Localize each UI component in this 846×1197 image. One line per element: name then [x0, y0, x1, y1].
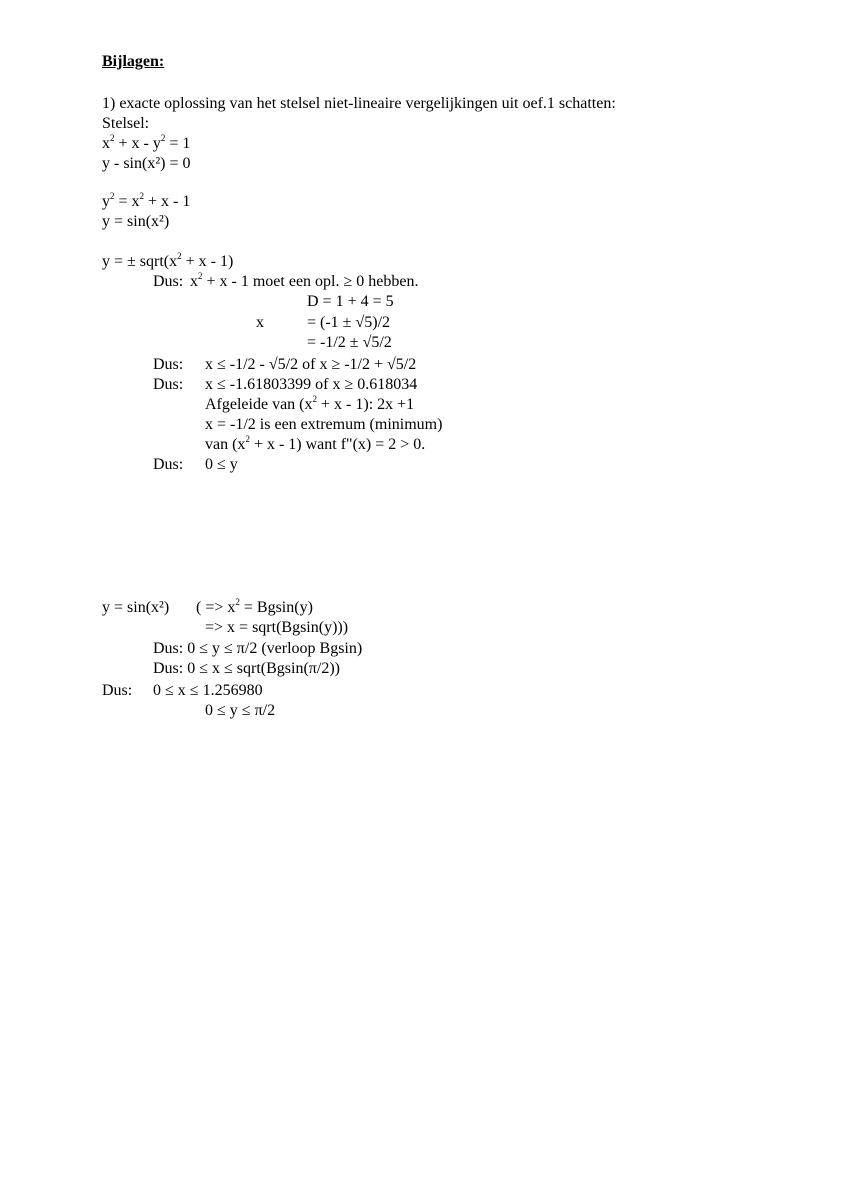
equation-5: y = ± $sqrt(x^2 + x - 1)$: [102, 251, 234, 270]
dus-text-1: $x^2 + x - 1$ moet een opl. ≥ 0 hebben.: [190, 271, 419, 290]
x-solution-2: = -1/2 ± √5/2: [307, 334, 392, 351]
extremum-text: x = -1/2 is een extremum (minimum): [205, 416, 443, 433]
dus-label-1: Dus:: [153, 273, 184, 290]
discriminant: D = 1 + 4 = 5: [307, 293, 394, 310]
dus-text-2: x ≤ -1/2 - √5/2 of x ≥ -1/2 + √5/2: [205, 356, 417, 373]
stelsel-label: Stelsel:: [102, 115, 150, 132]
dus-text-8: 0 ≤ y ≤ π/2: [205, 702, 276, 719]
intro-text: 1) exacte oplossing van het stelsel niet-lineaire vergelijkingen uit oef.1 schatten:: [102, 95, 616, 112]
equation-sin: y = sin(x²): [102, 599, 170, 616]
implication-2: => x = sqrt(Bgsin(y))): [205, 619, 349, 636]
x-solution-1: = (-1 ± √5)/2: [307, 314, 391, 331]
dus-text-5: Dus: 0 ≤ y ≤ π/2 (verloop Bgsin): [153, 640, 363, 657]
convexity-text: van $(x^2 + x - 1)$ want f"(x) = 2 > 0.: [205, 434, 426, 453]
dus-label-2: Dus:: [153, 356, 184, 373]
dus-text-3: x ≤ -1.61803399 of x ≥ 0.618034: [205, 376, 418, 393]
dus-text-7: 0 ≤ x ≤ 1.256980: [153, 682, 263, 699]
dus-text-6: Dus: 0 ≤ x ≤ sqrt(Bgsin(π/2)): [153, 660, 340, 677]
page-title: Bijlagen:: [102, 53, 165, 70]
equation-3: $y^2 = x^2 + x - 1$: [102, 191, 191, 210]
dus-text-4: 0 ≤ y: [205, 456, 238, 473]
dus-label-3: Dus:: [153, 376, 184, 393]
derivative-text: Afgeleide van $(x^2 + x - 1)$: 2x +1: [205, 394, 415, 413]
dus-label-4: Dus:: [153, 456, 184, 473]
equation-2: y - sin(x²) = 0: [102, 155, 191, 172]
dus-label-7: Dus:: [102, 682, 133, 699]
equation-1: $x^2 + x - y^2 = 1$: [102, 133, 191, 152]
implication-1: ( => $x^2 = Bgsin(y)$: [196, 597, 313, 616]
x-label: x: [256, 314, 264, 331]
equation-4: y = sin(x²): [102, 213, 170, 230]
